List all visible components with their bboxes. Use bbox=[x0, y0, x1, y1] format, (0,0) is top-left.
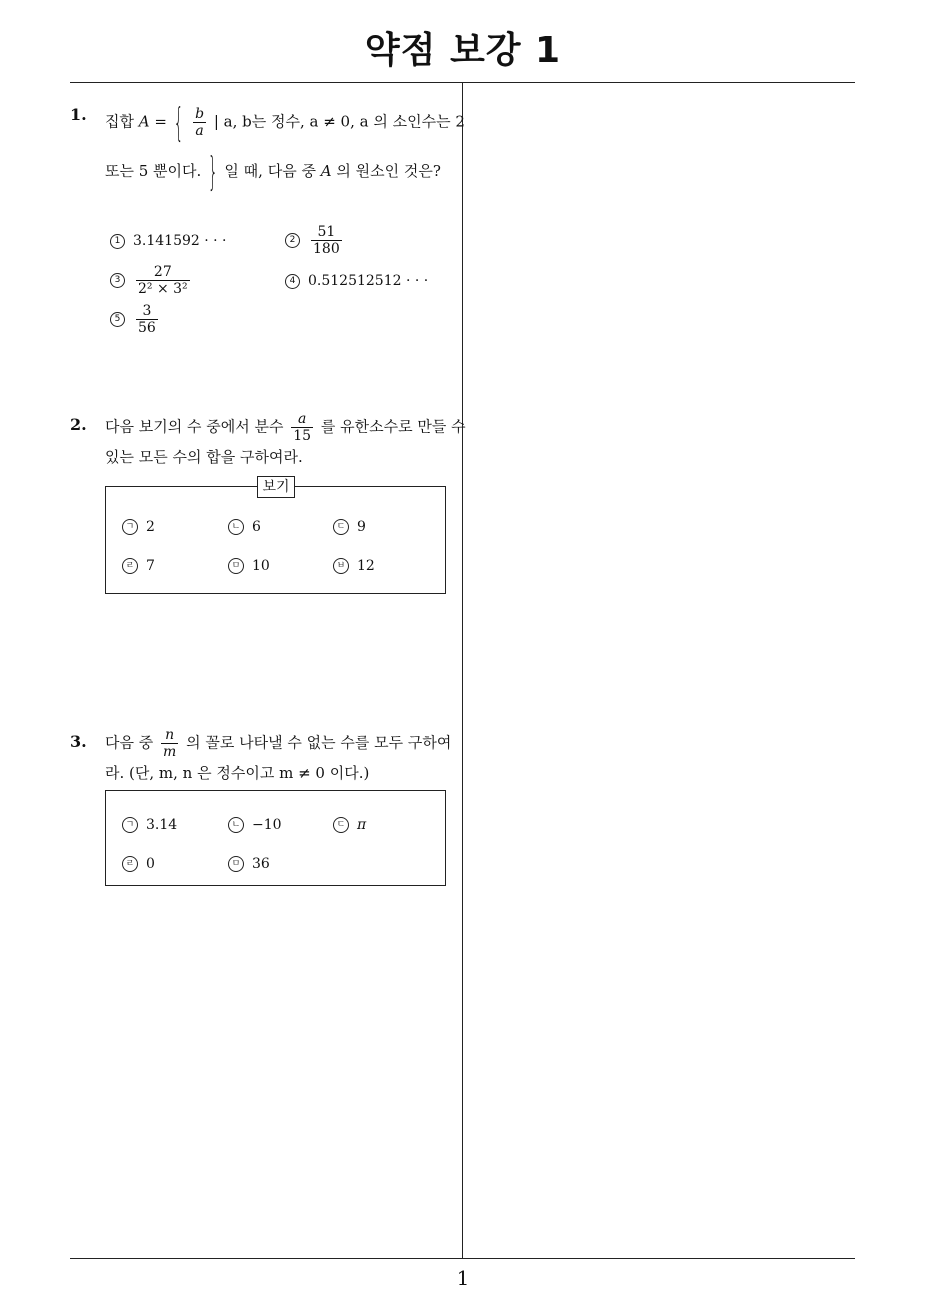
frac-den: 180 bbox=[313, 241, 340, 258]
item-marker: ㅁ bbox=[228, 558, 244, 574]
question-3-line-1 bbox=[105, 727, 451, 760]
q1-text-c: 또는 5 뿐이다. bbox=[105, 162, 202, 180]
item-marker: ㄹ bbox=[122, 856, 138, 872]
q1-option-3[interactable] bbox=[110, 264, 193, 297]
frac-num: 27 bbox=[136, 264, 190, 281]
q3-text-a: 다음 중 bbox=[105, 733, 154, 752]
q2-example-box bbox=[105, 486, 446, 594]
page-title: 약점 보강 1 bbox=[364, 30, 562, 71]
item-value: 36 bbox=[252, 856, 270, 872]
q3-fraction bbox=[161, 727, 178, 760]
q2-item-5 bbox=[228, 558, 270, 574]
option-marker: 3 bbox=[110, 273, 125, 288]
option-fraction bbox=[311, 224, 342, 257]
option-fraction bbox=[136, 264, 190, 297]
q2-frac-num: a bbox=[291, 411, 313, 428]
question-3-line-2: 라. (단, m, n 은 정수이고 m ≠ 0 이다.) bbox=[105, 764, 370, 782]
item-marker: ㄷ bbox=[333, 817, 349, 833]
item-value: π bbox=[357, 817, 367, 833]
question-1-number: 1. bbox=[70, 105, 87, 124]
q1-fraction bbox=[193, 106, 206, 139]
q2-frac-den: 15 bbox=[293, 428, 312, 445]
item-value: 6 bbox=[252, 519, 261, 535]
q1-text-a: 집합 bbox=[105, 112, 134, 131]
frac-num: 51 bbox=[311, 224, 342, 241]
q3-item-2 bbox=[228, 817, 282, 833]
option-text: 3.141592 · · · bbox=[133, 233, 227, 249]
q3-item-1 bbox=[122, 817, 177, 833]
bottom-rule bbox=[70, 1258, 855, 1259]
q2-fraction bbox=[291, 411, 313, 444]
q2-text-a: 다음 보기의 수 중에서 분수 bbox=[105, 417, 284, 436]
q1-option-1[interactable] bbox=[110, 233, 227, 249]
item-marker: ㅂ bbox=[333, 558, 349, 574]
column-divider bbox=[462, 82, 463, 1258]
item-marker: ㄹ bbox=[122, 558, 138, 574]
item-value: −10 bbox=[252, 817, 282, 833]
q2-item-6 bbox=[333, 558, 375, 574]
item-marker: ㄴ bbox=[228, 817, 244, 833]
q3-example-box bbox=[105, 790, 446, 886]
question-3-number: 3. bbox=[70, 732, 87, 751]
option-text: 0.512512512 · · · bbox=[308, 273, 429, 289]
q2-item-3 bbox=[333, 519, 366, 535]
item-marker: ㄱ bbox=[122, 519, 138, 535]
q1-text-d: 일 때, 다음 중 bbox=[224, 162, 316, 180]
q2-box-label: 보기 bbox=[257, 476, 295, 498]
q1-equals: = bbox=[154, 112, 167, 131]
question-1-line-2 bbox=[105, 148, 441, 196]
q1-text-e: 의 원소인 것은? bbox=[336, 162, 441, 180]
frac-num: 3 bbox=[136, 303, 158, 320]
item-value: 0 bbox=[146, 856, 155, 872]
left-brace: { bbox=[173, 99, 184, 146]
q1-set-name: A bbox=[138, 112, 150, 131]
item-value: 12 bbox=[357, 558, 375, 574]
q1-text-b: | a, b는 정수, a ≠ 0, a 의 소인수는 2 bbox=[213, 112, 465, 131]
item-value: 10 bbox=[252, 558, 270, 574]
q1-frac-num: b bbox=[195, 106, 205, 122]
option-marker: 2 bbox=[285, 233, 300, 248]
q1-option-4[interactable] bbox=[285, 273, 428, 289]
q3-item-4 bbox=[122, 856, 155, 872]
item-value: 2 bbox=[146, 519, 155, 535]
q3-item-5 bbox=[228, 856, 270, 872]
question-1-line-1 bbox=[105, 99, 465, 146]
q2-text-b: 를 유한소수로 만들 수 bbox=[320, 417, 466, 436]
item-value: 9 bbox=[357, 519, 366, 535]
option-marker: 4 bbox=[285, 274, 300, 289]
q1-frac-den: a bbox=[195, 123, 204, 140]
q3-frac-num: n bbox=[161, 727, 178, 744]
item-marker: ㄷ bbox=[333, 519, 349, 535]
q3-frac-den: m bbox=[163, 744, 177, 761]
item-value: 3.14 bbox=[146, 817, 178, 833]
option-marker: 1 bbox=[110, 234, 125, 249]
q1-set-name-2: A bbox=[320, 162, 332, 180]
q1-option-5[interactable] bbox=[110, 303, 161, 336]
page-number: 1 bbox=[456, 1266, 470, 1290]
item-marker: ㄴ bbox=[228, 519, 244, 535]
question-2-line-1 bbox=[105, 411, 466, 444]
q2-item-1 bbox=[122, 519, 155, 535]
item-marker: ㄱ bbox=[122, 817, 138, 833]
option-marker: 5 bbox=[110, 312, 125, 327]
item-value: 7 bbox=[146, 558, 155, 574]
q1-option-2[interactable] bbox=[285, 224, 345, 257]
q2-item-4 bbox=[122, 558, 155, 574]
q2-item-2 bbox=[228, 519, 261, 535]
question-2-line-2: 있는 모든 수의 합을 구하여라. bbox=[105, 448, 303, 466]
frac-den: 2² × 3² bbox=[138, 281, 188, 298]
right-brace: } bbox=[208, 148, 218, 196]
question-2-number: 2. bbox=[70, 415, 87, 434]
option-fraction bbox=[136, 303, 158, 336]
q3-text-b: 의 꼴로 나타낼 수 없는 수를 모두 구하여 bbox=[186, 733, 452, 752]
frac-den: 56 bbox=[138, 320, 156, 337]
q3-item-3 bbox=[333, 817, 366, 833]
item-marker: ㅁ bbox=[228, 856, 244, 872]
